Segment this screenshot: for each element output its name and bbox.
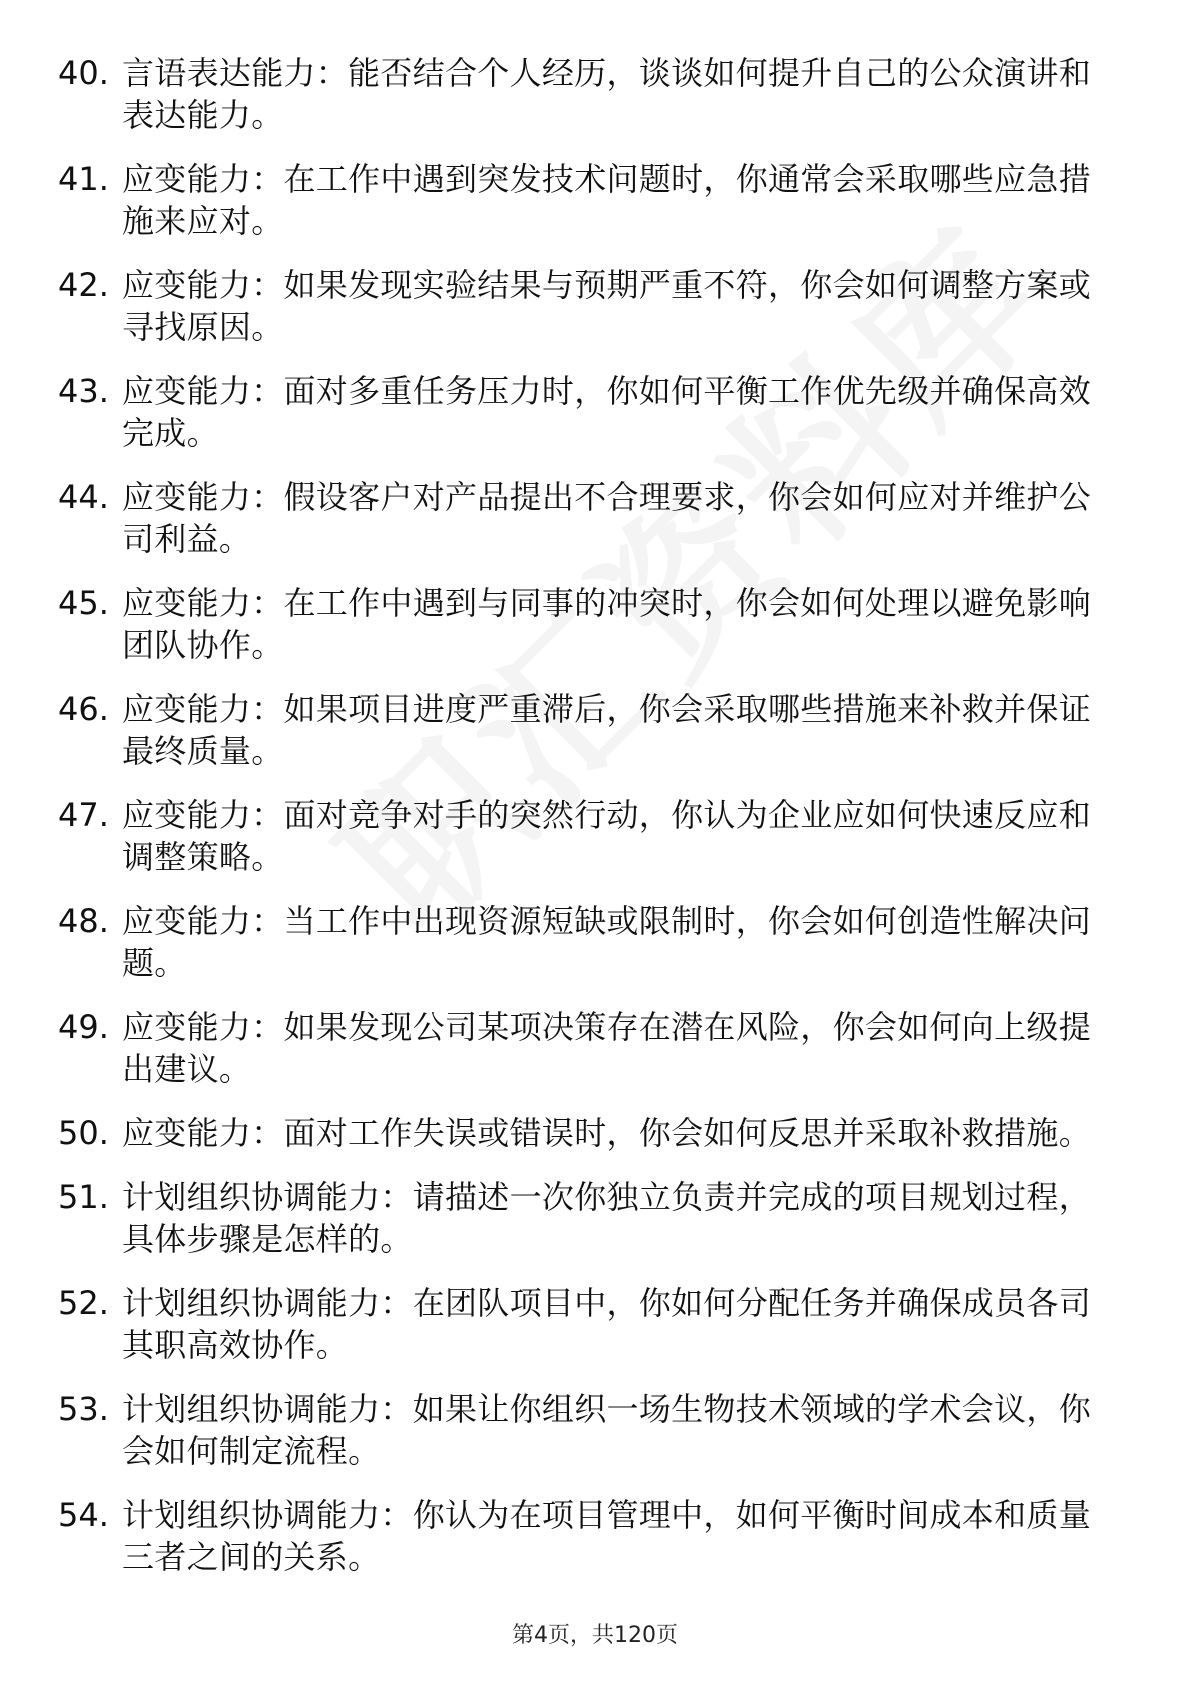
question-text: 应变能力：在工作中遇到与同事的冲突时，你会如何处理以避免影响团队协作。 <box>122 584 1092 664</box>
question-text: 应变能力：在工作中遇到突发技术问题时，你通常会采取哪些应急措施来应对。 <box>122 160 1092 240</box>
question-text: 应变能力：面对竞争对手的突然行动，你认为企业应如何快速反应和调整策略。 <box>122 796 1092 876</box>
question-text: 计划组织协调能力：在团队项目中，你如何分配任务并确保成员各司其职高效协作。 <box>122 1284 1092 1364</box>
question-text: 应变能力：如果发现公司某项决策存在潜在风险，你会如何向上级提出建议。 <box>122 1008 1092 1088</box>
question-number: 41. <box>58 160 109 198</box>
question-number: 46. <box>58 690 109 728</box>
question-item <box>58 582 1118 666</box>
question-item <box>58 370 1118 454</box>
question-text: 应变能力：当工作中出现资源短缺或限制时，你会如何创造性解决问题。 <box>122 902 1092 982</box>
question-text: 计划组织协调能力：请描述一次你独立负责并完成的项目规划过程，具体步骤是怎样的。 <box>122 1178 1092 1258</box>
question-item <box>58 476 1118 560</box>
question-text: 计划组织协调能力：你认为在项目管理中，如何平衡时间成本和质量三者之间的关系。 <box>122 1496 1092 1576</box>
page-footer: 第4页，共120页 <box>512 1623 678 1648</box>
question-item <box>58 1112 1118 1154</box>
question-item <box>58 794 1118 878</box>
question-text: 言语表达能力：能否结合个人经历，谈谈如何提升自己的公众演讲和表达能力。 <box>122 54 1092 134</box>
question-text: 应变能力：面对多重任务压力时，你如何平衡工作优先级并确保高效完成。 <box>122 372 1092 452</box>
question-text: 计划组织协调能力：如果让你组织一场生物技术领域的学术会议，你会如何制定流程。 <box>122 1390 1092 1470</box>
question-item <box>58 900 1118 984</box>
question-number: 52. <box>58 1284 109 1322</box>
question-number: 44. <box>58 478 109 516</box>
question-list <box>58 52 1118 1600</box>
question-item <box>58 1176 1118 1260</box>
question-number: 40. <box>58 54 109 92</box>
question-number: 48. <box>58 902 109 940</box>
question-text: 应变能力：如果项目进度严重滞后，你会采取哪些措施来补救并保证最终质量。 <box>122 690 1092 770</box>
question-number: 49. <box>58 1008 109 1046</box>
question-number: 50. <box>58 1114 109 1152</box>
question-text: 应变能力：假设客户对产品提出不合理要求，你会如何应对并维护公司利益。 <box>122 478 1092 558</box>
question-item <box>58 264 1118 348</box>
question-item <box>58 52 1118 136</box>
question-item <box>58 1388 1118 1472</box>
question-item <box>58 1494 1118 1578</box>
question-number: 45. <box>58 584 109 622</box>
question-number: 54. <box>58 1496 109 1534</box>
question-number: 53. <box>58 1390 109 1428</box>
question-number: 43. <box>58 372 109 410</box>
question-text: 应变能力：如果发现实验结果与预期严重不符，你会如何调整方案或寻找原因。 <box>122 266 1092 346</box>
question-item <box>58 1282 1118 1366</box>
question-number: 42. <box>58 266 109 304</box>
question-item <box>58 1006 1118 1090</box>
question-item <box>58 688 1118 772</box>
question-text: 应变能力：面对工作失误或错误时，你会如何反思并采取补救措施。 <box>122 1114 1092 1152</box>
question-number: 51. <box>58 1178 109 1216</box>
question-number: 47. <box>58 796 109 834</box>
question-item <box>58 158 1118 242</box>
